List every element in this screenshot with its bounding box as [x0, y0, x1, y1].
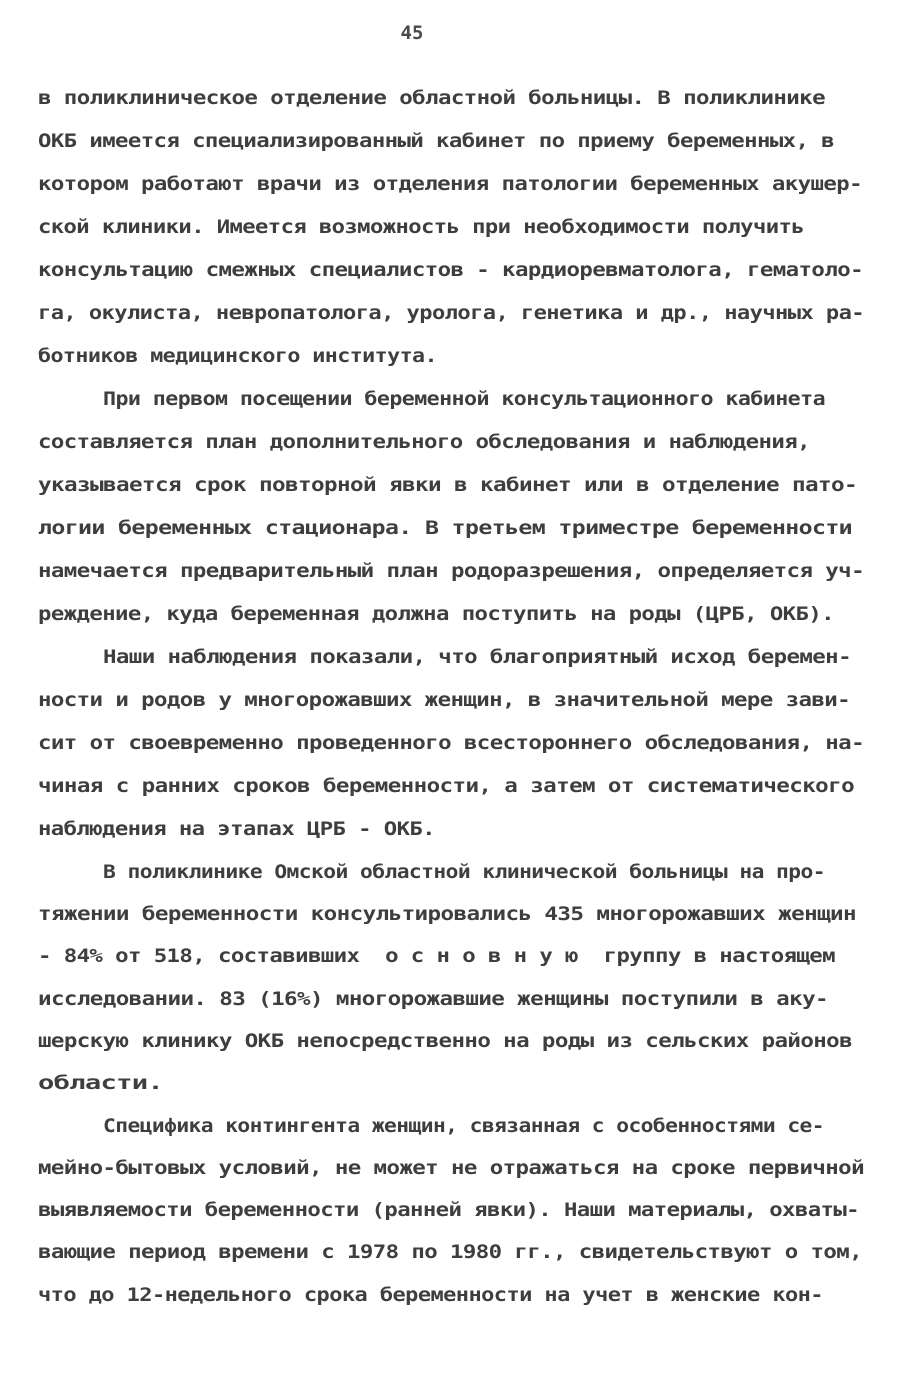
text-line: шерскую клинику ОКБ непосредственно на роды из сельских районов — [38, 1030, 853, 1052]
text-line: В поликлинике Омской областной клинической больницы на про- — [103, 861, 826, 883]
text-line: При первом посещении беременной консультационного кабинета — [103, 388, 826, 410]
text-line: ности и родов у многорожавших женщин, в значительной мере зави- — [38, 689, 851, 711]
text-line: ской клиники. Имеется возможность при необходимости получить — [38, 216, 805, 238]
text-line: ОКБ имеется специализированный кабинет по приему беременных, в — [38, 130, 835, 152]
text-line: наблюдения на этапах ЦРБ - ОКБ. — [38, 818, 435, 840]
text-line: реждение, куда беременная должна поступить на роды (ЦРБ, ОКБ). — [38, 603, 835, 625]
text-line: мейно-бытовых условий, не может не отражаться на сроке первичной — [38, 1157, 864, 1179]
text-line: котором работают врачи из отделения патологии беременных акушер- — [38, 173, 863, 195]
text-line: тяжении беременности консультировались 435 многорожавших женщин — [38, 903, 857, 925]
text-line: намечается предварительный план родоразрешения, определяется уч- — [38, 560, 864, 582]
page-number: 45 — [400, 22, 424, 44]
text-line: области. — [38, 1072, 163, 1094]
text-line: Специфика контингента женщин, связанная с особенностями се- — [103, 1115, 824, 1137]
text-line: составляется план дополнительного обследования и наблюдения, — [38, 431, 810, 453]
text-line: - 84% от 518, составивших о с н о в н у ю группу в настоящем — [38, 945, 835, 967]
text-line: га, окулиста, невропатолога, уролога, генетика и др., научных ра- — [38, 302, 865, 324]
text-line: ботников медицинского института. — [38, 345, 437, 367]
text-line: исследовании. 83 (16%) многорожавшие женщины поступили в аку- — [38, 988, 828, 1010]
text-line: сит от своевременно проведенного всестороннего обследования, на- — [38, 732, 864, 754]
text-line: указывается срок повторной явки в кабинет или в отделение пато- — [38, 474, 857, 496]
text-line: чиная с ранних сроков беременности, а затем от систематического — [38, 775, 855, 797]
text-line: консультацию смежных специалистов - кардиоревматолога, гематоло- — [38, 259, 863, 281]
text-line: вающие период времени с 1978 по 1980 гг., свидетельствуют о том, — [38, 1241, 863, 1263]
text-line: логии беременных стационара. В третьем триместре беременности — [38, 517, 853, 539]
text-line: Наши наблюдения показали, что благоприятный исход беремен- — [103, 646, 851, 668]
text-line: выявляемости беременности (ранней явки). Наши материалы, охваты- — [38, 1199, 859, 1221]
text-line: в поликлиническое отделение областной больницы. В поликлинике — [38, 87, 825, 109]
text-line: что до 12-недельного срока беременности на учет в женские кон- — [38, 1284, 823, 1306]
